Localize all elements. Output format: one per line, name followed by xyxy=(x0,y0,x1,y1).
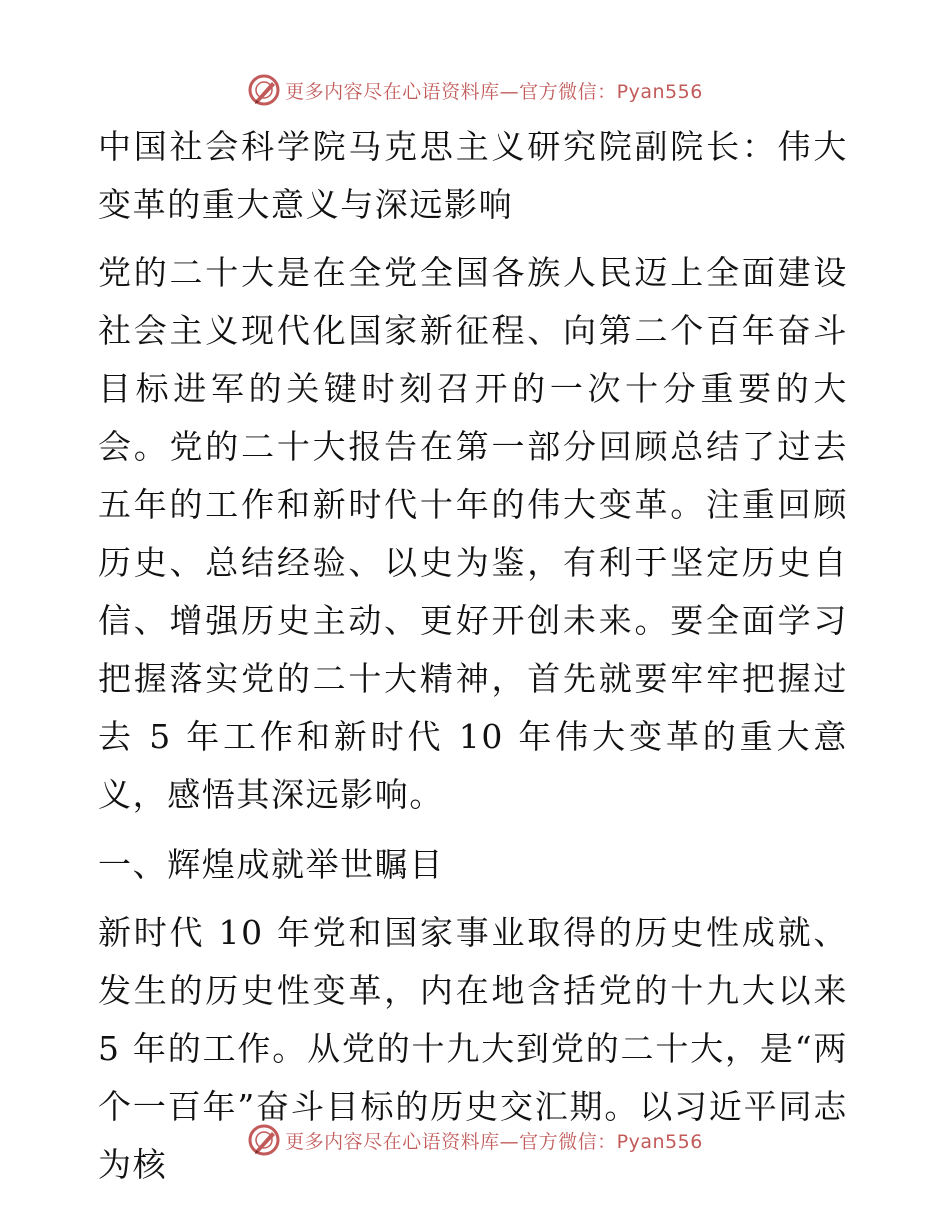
pen-logo-icon xyxy=(247,1123,281,1157)
footer-watermark-banner xyxy=(0,1120,950,1160)
section-heading-1: 一、辉煌成就举世瞩目 xyxy=(98,845,444,884)
header-watermark-text: 更多内容尽在心语资料库—官方微信：Pyan556 xyxy=(285,80,703,103)
paragraph-intro: 党的二十大是在全党全国各族人民迈上全面建设社会主义现代化国家新征程、向第二个百年奋斗目标进军的关键时刻召开的一次十分重要的大会。党的二十大报告在第一部分回顾总结了过去五年的工作和新时代十年的伟大变革。注重回顾历史、总结经验、以史为鉴，有利于坚定历史自信、增强历史主动、更好开创未来。要全面学习把握落实党的二十大精神，首先就要牢牢把握过去 5 年工作和新时代 10 年伟大变革的重大意义，感悟其深远影响。 xyxy=(98,253,848,814)
footer-watermark-text: 更多内容尽在心语资料库—官方微信：Pyan556 xyxy=(285,1130,703,1153)
document-body xyxy=(98,118,848,1194)
document-title: 中国社会科学院马克思主义研究院副院长：伟大变革的重大意义与深远影响 xyxy=(98,127,848,224)
paragraph-section-1: 新时代 10 年党和国家事业取得的历史性成就、发生的历史性变革，内在地含括党的十九大以来 5 年的工作。从党的十九大到党的二十大，是“两个一百年”奋斗目标的历史交汇期。以习近平同志为核 xyxy=(98,913,848,1184)
pen-logo-icon xyxy=(247,73,281,107)
header-watermark-banner xyxy=(0,70,950,110)
